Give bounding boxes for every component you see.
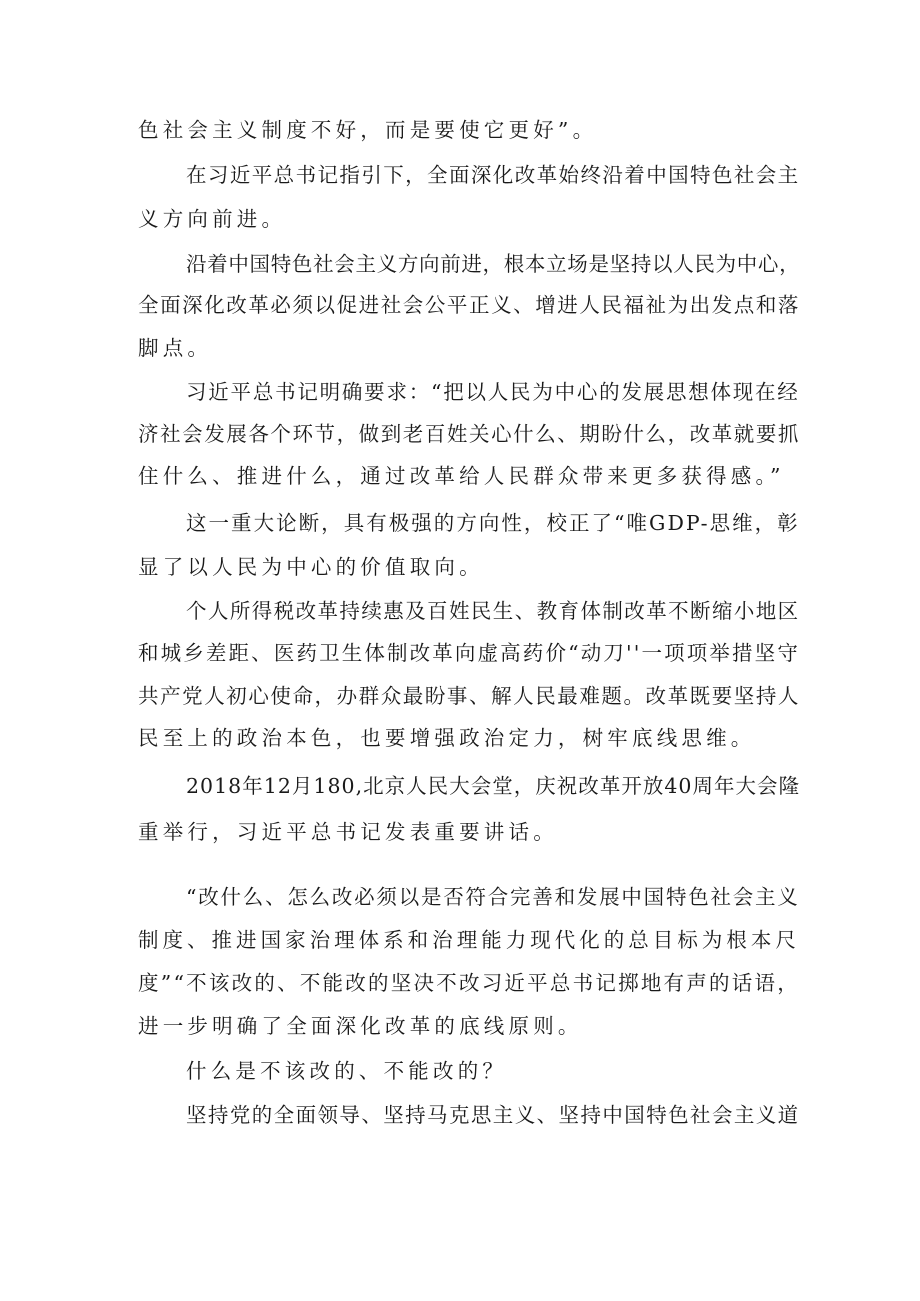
text-line: 2018年12月180,北京人民大会堂，庆祝改革开放40周年大会隆 xyxy=(186,774,801,798)
text-line: 进一步明确了全面深化改革的底线原则。 xyxy=(138,1014,583,1038)
text-line: 显了以人民为中心的价值取向。 xyxy=(138,555,484,579)
text-line: 制度、推进国家治理体系和治理能力现代化的总目标为根本尺 xyxy=(138,928,800,952)
text-line: 民至上的政治本色，也要增强政治定力，树牢底线思维。 xyxy=(138,726,756,750)
text-line: 习近平总书记明确要求：“把以人民为中心的发展思想体现在经 xyxy=(186,380,800,404)
text-line: 在习近平总书记指引下，全面深化改革始终沿着中国特色社会主 xyxy=(186,163,800,187)
text-line: 全面深化改革必须以促进社会公平正义、增进人民福祉为出发点和落 xyxy=(138,293,800,317)
text-line: 和城乡差距、医药卫生体制改革向虚高药价“动刀''一项项举措坚守 xyxy=(138,641,800,665)
text-line: 重举行，习近平总书记发表重要讲话。 xyxy=(138,820,558,844)
text-line: 义方向前进。 xyxy=(138,207,287,231)
text-line: 住什么、推进什么，通过改革给人民群众带来更多获得感。” xyxy=(138,464,785,488)
text-line: 色社会主义制度不好，而是要使它更好”。 xyxy=(138,118,598,142)
text-line: 度”“不该改的、不能改的坚决不改习近平总书记掷地有声的话语， xyxy=(138,971,800,995)
text-line: 坚持党的全面领导、坚持马克思主义、坚持中国特色社会主义道 xyxy=(186,1103,800,1127)
text-line: 共产党人初心使命，办群众最盼事、解人民最难题。改革既要坚持人 xyxy=(138,684,800,708)
text-line: 什么是不该改的、不能改的？ xyxy=(186,1059,508,1083)
text-line: 沿着中国特色社会主义方向前进，根本立场是坚持以人民为中心， xyxy=(186,252,801,276)
text-line: 这一重大论断，具有极强的方向性，校正了“唯GDP-思维，彰 xyxy=(186,511,800,535)
text-line: 济社会发展各个环节，做到老百姓关心什么、期盼什么，改革就要抓 xyxy=(138,422,800,446)
text-line: 个人所得税改革持续惠及百姓民生、教育体制改革不断缩小地区 xyxy=(186,599,800,623)
text-line: “改什么、怎么改必须以是否符合完善和发展中国特色社会主义 xyxy=(186,885,800,909)
text-line: 脚点。 xyxy=(138,336,213,360)
